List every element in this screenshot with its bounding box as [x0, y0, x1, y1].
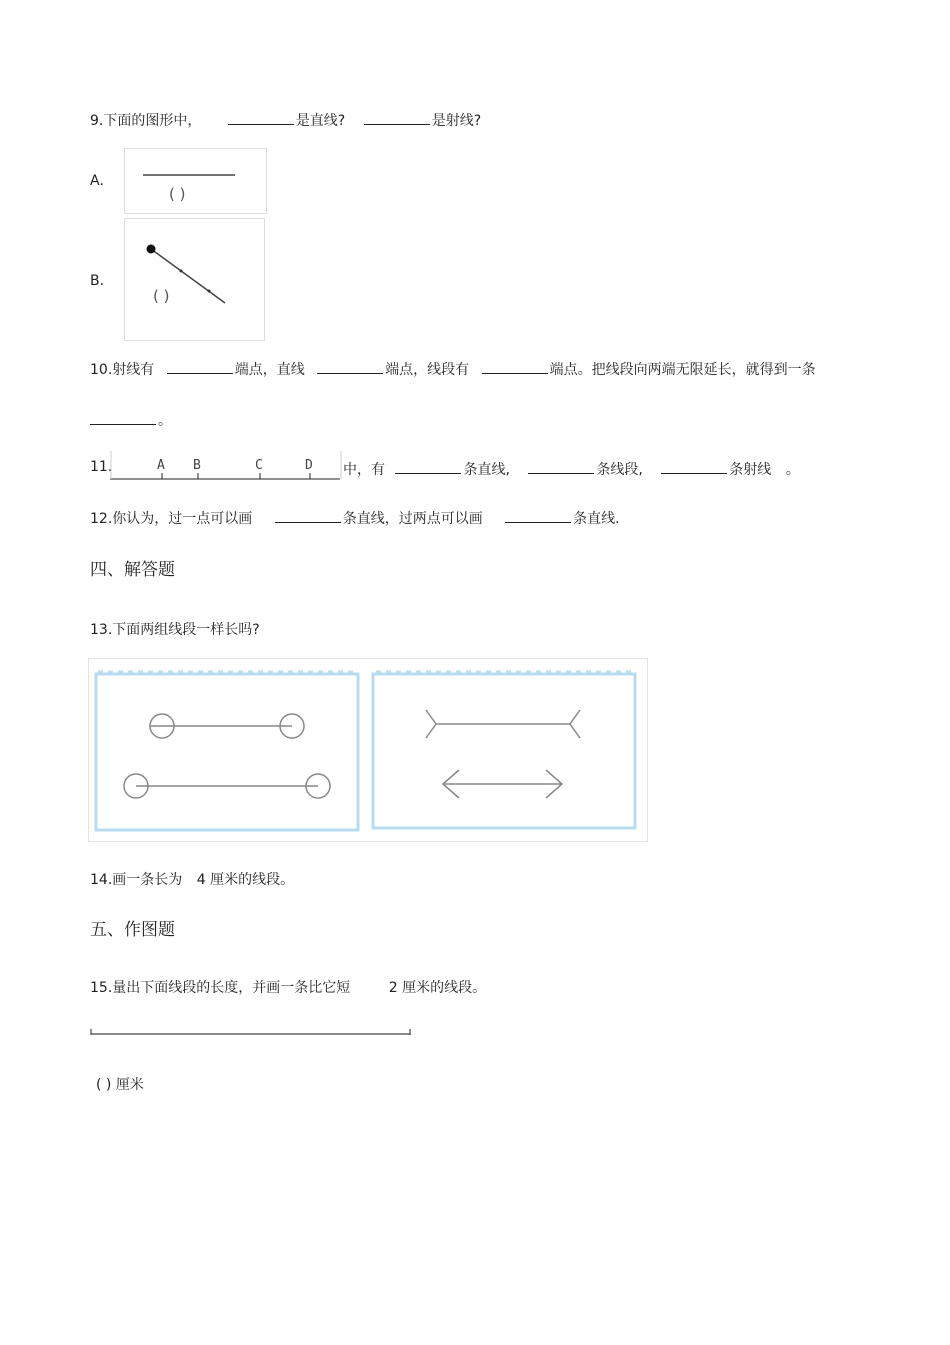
q9-number: 9. [90, 113, 104, 129]
q9-text-b: 是直线? [295, 113, 346, 129]
q12-blank-1[interactable] [275, 521, 341, 523]
segment-to-measure [90, 1026, 412, 1038]
q9-blank-1[interactable] [228, 123, 294, 125]
q10-blank-3[interactable] [482, 372, 548, 374]
q10-number: 10. [90, 362, 113, 378]
q11-text-1: 中，有 [343, 462, 385, 478]
q13-line [90, 619, 260, 639]
q9-figure-a-paren: ( ) [169, 185, 186, 203]
q10-text-4: 端点。把线段向两端无限延长，就得到一条 [549, 362, 816, 378]
point-label-b: B [193, 458, 201, 473]
q15-text-b: 厘米的线段。 [402, 980, 487, 996]
q12-number: 12. [90, 511, 113, 527]
point-line-figure [110, 449, 342, 483]
q14-value: 4 [196, 872, 206, 888]
section-5-heading: 五、作图题 [90, 920, 175, 940]
q15-measure-segment [90, 1026, 412, 1038]
q15-value: 2 [388, 980, 398, 996]
ray-mid-point [180, 270, 183, 273]
q15-line [90, 977, 486, 997]
q9-text-c: 是射线? [431, 113, 482, 129]
q10-line [90, 359, 816, 379]
q9-figure-b [124, 218, 265, 341]
q13-figure [88, 658, 648, 842]
q13-text: 下面两组线段一样长吗? [112, 622, 260, 638]
q15-answer-paren[interactable]: ( ) [96, 1077, 112, 1093]
q10-text-5: 。 [158, 413, 172, 429]
straight-line-figure [125, 149, 266, 213]
q10-text-3: 端点，线段有 [385, 362, 470, 378]
q11-text-5: 。 [785, 462, 800, 478]
ray-endpoint [147, 245, 156, 254]
q11-number: 11. [90, 459, 113, 475]
q15-answer-line [96, 1074, 144, 1094]
figure-border [89, 659, 648, 842]
ray-mid-point-2 [208, 290, 211, 293]
q10-line-2 [90, 410, 172, 430]
q12-text-2: 条直线，过两点可以画 [342, 511, 483, 527]
q11-text-4: 条射线 [729, 462, 772, 478]
q9-figure-a [124, 148, 267, 214]
q10-blank-4[interactable] [90, 423, 156, 425]
q14-text-b: 厘米的线段。 [210, 872, 295, 888]
q15-text: 量出下面线段的长度，并画一条比它短 [112, 980, 351, 996]
q15-number: 15. [90, 980, 113, 996]
q12-text-3: 条直线. [573, 511, 620, 527]
q9-option-b-label: B. [90, 273, 105, 289]
q11-text-line [343, 459, 800, 479]
q9-option-a-label: A. [90, 173, 104, 189]
q14-number: 14. [90, 872, 113, 888]
q10-blank-2[interactable] [317, 372, 383, 374]
q10-text-2: 端点，直线 [234, 362, 305, 378]
q11-text-3: 条线段, [596, 462, 643, 478]
q9-line [90, 110, 481, 130]
q11-figure [110, 449, 342, 483]
point-label-d: D [305, 458, 313, 473]
q14-text: 画一条长为 [112, 872, 183, 888]
ray-figure [125, 219, 264, 340]
q13-number: 13. [90, 622, 113, 638]
q12-line [90, 508, 620, 528]
q12-blank-2[interactable] [505, 521, 571, 523]
q11-blank-3[interactable] [661, 472, 727, 474]
q15-unit: 厘米 [115, 1077, 144, 1093]
section-4-heading: 四、解答题 [90, 560, 175, 580]
q11-blank-1[interactable] [395, 472, 461, 474]
line-comparison-figure [88, 658, 648, 842]
q9-blank-2[interactable] [364, 123, 430, 125]
q11-text-2: 条直线, [463, 462, 510, 478]
q9-text-a: 下面的图形中， [103, 113, 202, 129]
point-label-c: C [255, 458, 263, 473]
q12-text-1: 你认为，过一点可以画 [112, 511, 253, 527]
q9-figure-b-paren: ( ) [153, 287, 170, 305]
q14-line [90, 869, 294, 889]
q10-blank-1[interactable] [167, 372, 233, 374]
q10-text-1: 射线有 [112, 362, 155, 378]
point-label-a: A [157, 458, 165, 473]
q11-blank-2[interactable] [528, 472, 594, 474]
